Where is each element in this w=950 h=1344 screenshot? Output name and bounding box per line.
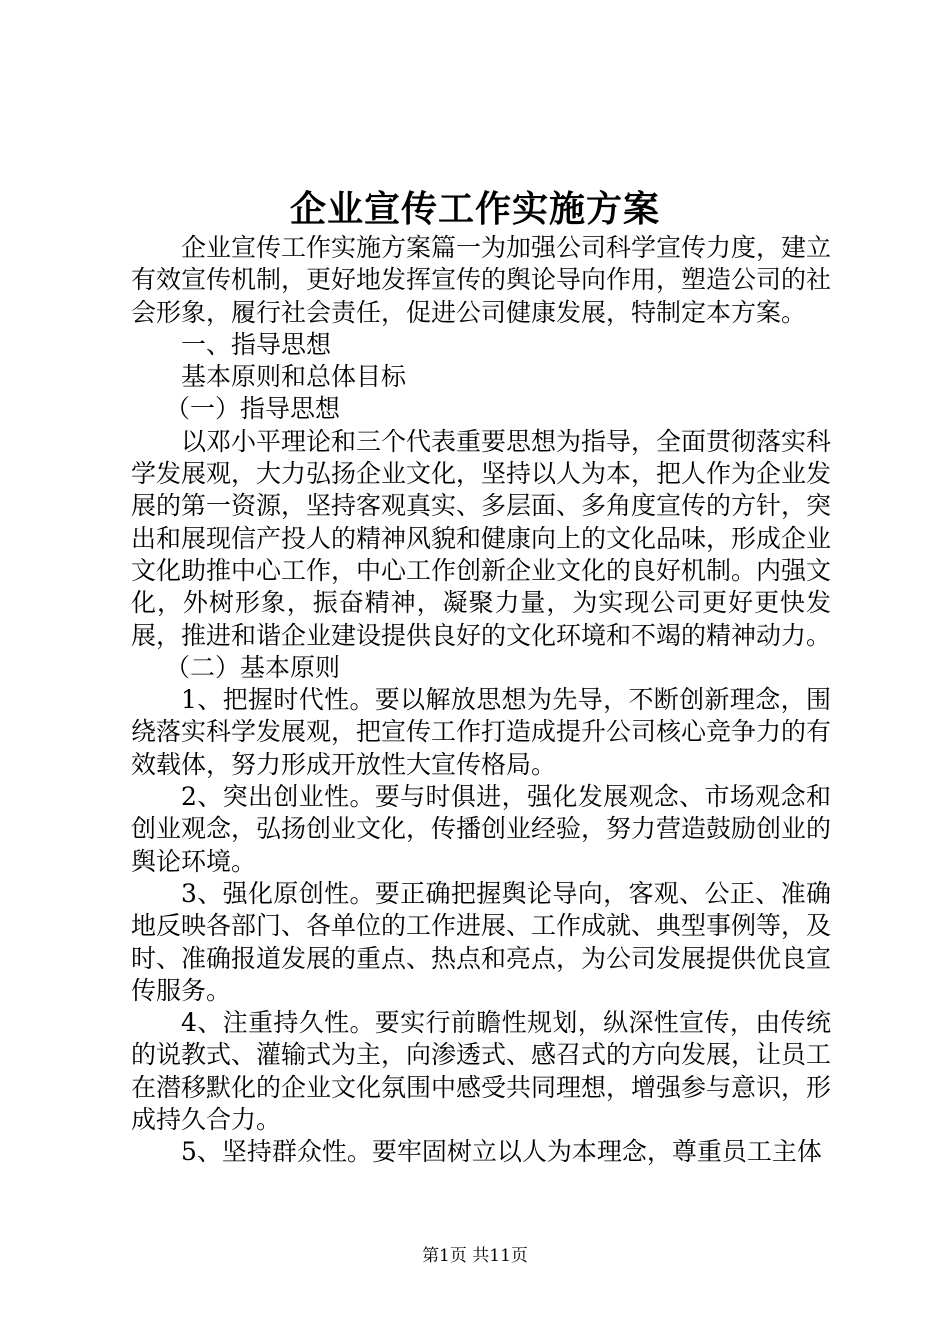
section-heading-principles-goals: 基本原则和总体目标 [181,362,407,392]
paragraph-principle-3: 3、强化原创性。要正确把握舆论导向，客观、公正、准确地反映各部门、各单位的工作进展、工作成就、典型事例等，及时、准确报道发展的重点、热点和亮点，为公司发展提供优良宣传服务。 [131,878,832,1005]
paragraph-guiding-ideology: 以邓小平理论和三个代表重要思想为指导，全面贯彻落实科学发展观，大力弘扬企业文化，坚持以人为本，把人作为企业发展的第一资源，坚持客观真实、多层面、多角度宣传的方针，突出和展现信产投人的精神风貌和健康向上的文化品味，形成企业文化助推中心工作，中心工作创新企业文化的良好机制。内强文化，外树形象，振奋精神，凝聚力量，为实现公司更好更快发展，推进和谐企业建设提供良好的文化环境和不竭的精神动力。 [131,426,832,650]
paragraph-intro: 企业宣传工作实施方案篇一为加强公司科学宣传力度，建立有效宣传机制，更好地发挥宣传的舆论导向作用，塑造公司的社会形象，履行社会责任，促进公司健康发展，特制定本方案。 [131,233,832,327]
subsection-heading-2: （二）基本原则 [165,652,341,682]
paragraph-principle-5: 5、坚持群众性。要牢固树立以人为本理念，尊重员工主体 [181,1137,822,1167]
paragraph-principle-1: 1、把握时代性。要以解放思想为先导，不断创新理念，围绕落实科学发展观，把宣传工作打造成提升公司核心竞争力的有效载体，努力形成开放性大宣传格局。 [131,685,832,779]
paragraph-principle-4: 4、注重持久性。要实行前瞻性规划，纵深性宣传，由传统的说教式、灌输式为主，向渗透式、感召式的方向发展，让员工在潜移默化的企业文化氛围中感受共同理想，增强参与意识，形成持久合力。 [131,1008,832,1135]
paragraph-principle-2: 2、突出创业性。要与时俱进，强化发展观念、市场观念和创业观念，弘扬创业文化，传播创业经验，努力营造鼓励创业的舆论环境。 [131,782,832,876]
document-body [131,232,831,1169]
page-footer: 第1页 共11页 [422,1246,528,1266]
section-heading-guiding-ideology: 一、指导思想 [181,329,332,359]
subsection-heading-1: （一）指导思想 [165,394,341,424]
document-title: 企业宣传工作实施方案 [289,188,660,230]
